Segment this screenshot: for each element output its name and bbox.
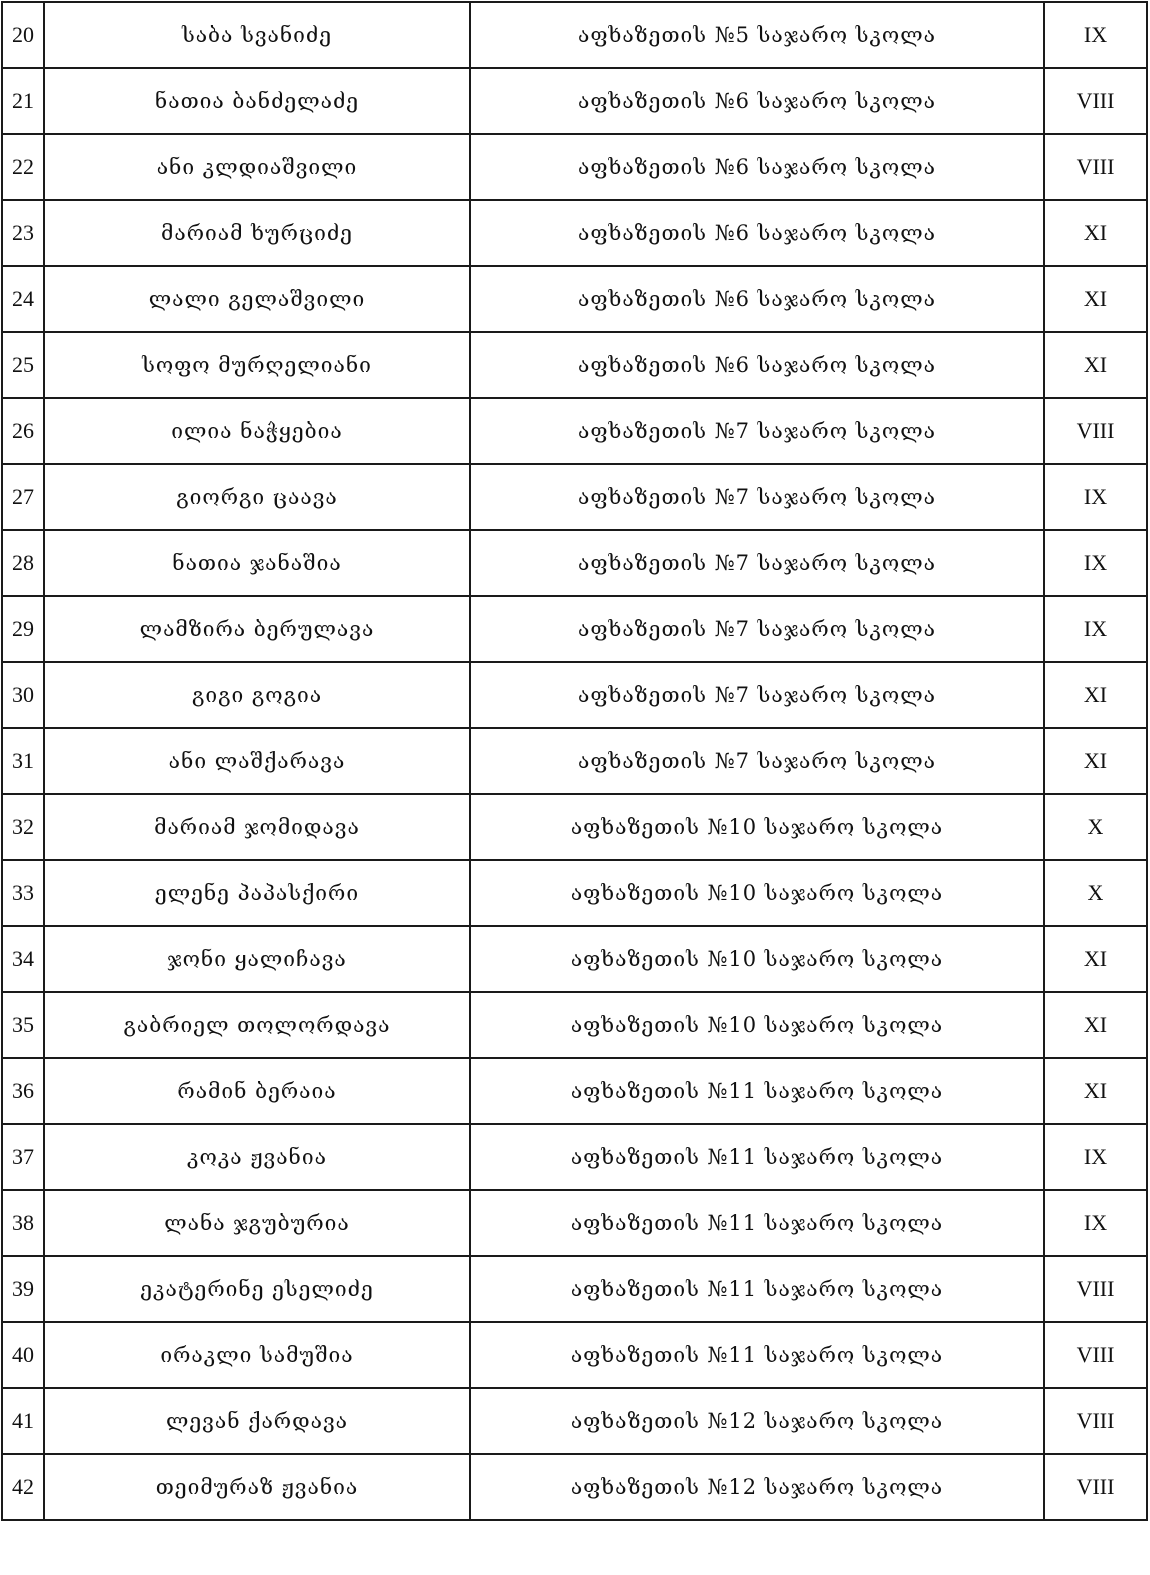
grade-cell: VIII (1044, 1256, 1147, 1322)
table-row (2, 794, 1147, 860)
grade-cell: VIII (1044, 1454, 1147, 1520)
grade-cell: VIII (1044, 1388, 1147, 1454)
grade-cell: VIII (1044, 68, 1147, 134)
grade-cell: X (1044, 860, 1147, 926)
table-row (2, 266, 1147, 332)
grade-cell: XI (1044, 728, 1147, 794)
table-row (2, 530, 1147, 596)
row-number-cell: 34 (2, 926, 44, 992)
grade-cell: XI (1044, 332, 1147, 398)
student-name-cell: გიგი გოგია (44, 662, 470, 728)
student-name-cell: ელენე პაპასქირი (44, 860, 470, 926)
row-number-cell: 28 (2, 530, 44, 596)
student-name-cell: ლალი გელაშვილი (44, 266, 470, 332)
student-name-cell: ლევან ქარდავა (44, 1388, 470, 1454)
school-cell: აფხაზეთის №6 საჯარო სკოლა (470, 332, 1044, 398)
row-number-cell: 24 (2, 266, 44, 332)
row-number-cell: 25 (2, 332, 44, 398)
school-cell: აფხაზეთის №11 საჯარო სკოლა (470, 1124, 1044, 1190)
grade-cell: IX (1044, 1124, 1147, 1190)
school-cell: აფხაზეთის №7 საჯარო სკოლა (470, 398, 1044, 464)
grade-cell: VIII (1044, 1322, 1147, 1388)
student-name-cell: სოფო მურღელიანი (44, 332, 470, 398)
school-cell: აფხაზეთის №6 საჯარო სკოლა (470, 68, 1044, 134)
row-number-cell: 32 (2, 794, 44, 860)
row-number-cell: 31 (2, 728, 44, 794)
school-cell: აფხაზეთის №10 საჯარო სკოლა (470, 926, 1044, 992)
table-row (2, 1124, 1147, 1190)
student-name-cell: ანი ლაშქარავა (44, 728, 470, 794)
grade-cell: XI (1044, 200, 1147, 266)
school-cell: აფხაზეთის №11 საჯარო სკოლა (470, 1322, 1044, 1388)
row-number-cell: 38 (2, 1190, 44, 1256)
student-name-cell: ჯონი ყალიჩავა (44, 926, 470, 992)
school-cell: აფხაზეთის №10 საჯარო სკოლა (470, 992, 1044, 1058)
student-name-cell: გაბრიელ თოლორდავა (44, 992, 470, 1058)
school-cell: აფხაზეთის №11 საჯარო სკოლა (470, 1058, 1044, 1124)
school-cell: აფხაზეთის №6 საჯარო სკოლა (470, 200, 1044, 266)
table-row (2, 332, 1147, 398)
school-cell: აფხაზეთის №7 საჯარო სკოლა (470, 662, 1044, 728)
participants-table (1, 1, 1148, 1521)
student-name-cell: ირაკლი სამუშია (44, 1322, 470, 1388)
student-name-cell: ნათია ჯანაშია (44, 530, 470, 596)
grade-cell: XI (1044, 662, 1147, 728)
table-row (2, 1190, 1147, 1256)
row-number-cell: 35 (2, 992, 44, 1058)
table-row (2, 662, 1147, 728)
row-number-cell: 23 (2, 200, 44, 266)
grade-cell: XI (1044, 266, 1147, 332)
table-row (2, 134, 1147, 200)
grade-cell: XI (1044, 1058, 1147, 1124)
grade-cell: XI (1044, 992, 1147, 1058)
row-number-cell: 41 (2, 1388, 44, 1454)
grade-cell: VIII (1044, 134, 1147, 200)
table-row (2, 992, 1147, 1058)
table-row (2, 1256, 1147, 1322)
grade-cell: IX (1044, 1190, 1147, 1256)
row-number-cell: 27 (2, 464, 44, 530)
row-number-cell: 42 (2, 1454, 44, 1520)
school-cell: აფხაზეთის №7 საჯარო სკოლა (470, 530, 1044, 596)
table-row (2, 596, 1147, 662)
grade-cell: IX (1044, 596, 1147, 662)
table-row (2, 860, 1147, 926)
student-name-cell: მარიამ ჯომიდავა (44, 794, 470, 860)
school-cell: აფხაზეთის №7 საჯარო სკოლა (470, 596, 1044, 662)
row-number-cell: 37 (2, 1124, 44, 1190)
grade-cell: X (1044, 794, 1147, 860)
table-row (2, 1454, 1147, 1520)
school-cell: აფხაზეთის №10 საჯარო სკოლა (470, 794, 1044, 860)
student-name-cell: კოკა ჟვანია (44, 1124, 470, 1190)
table-row (2, 1388, 1147, 1454)
student-name-cell: რამინ ბერაია (44, 1058, 470, 1124)
table-row (2, 68, 1147, 134)
row-number-cell: 33 (2, 860, 44, 926)
row-number-cell: 26 (2, 398, 44, 464)
row-number-cell: 39 (2, 1256, 44, 1322)
table-row (2, 1058, 1147, 1124)
student-name-cell: ლანა ჯგუბურია (44, 1190, 470, 1256)
school-cell: აფხაზეთის №5 საჯარო სკოლა (470, 2, 1044, 68)
row-number-cell: 30 (2, 662, 44, 728)
grade-cell: XI (1044, 926, 1147, 992)
row-number-cell: 36 (2, 1058, 44, 1124)
table-row (2, 1322, 1147, 1388)
row-number-cell: 22 (2, 134, 44, 200)
student-name-cell: ანი კლდიაშვილი (44, 134, 470, 200)
school-cell: აფხაზეთის №6 საჯარო სკოლა (470, 134, 1044, 200)
school-cell: აფხაზეთის №12 საჯარო სკოლა (470, 1388, 1044, 1454)
table-row (2, 728, 1147, 794)
student-name-cell: მარიამ ხურციძე (44, 200, 470, 266)
student-name-cell: ილია ნაჭყებია (44, 398, 470, 464)
row-number-cell: 40 (2, 1322, 44, 1388)
student-name-cell: თეიმურაზ ჟვანია (44, 1454, 470, 1520)
school-cell: აფხაზეთის №6 საჯარო სკოლა (470, 266, 1044, 332)
school-cell: აფხაზეთის №7 საჯარო სკოლა (470, 728, 1044, 794)
row-number-cell: 29 (2, 596, 44, 662)
school-cell: აფხაზეთის №7 საჯარო სკოლა (470, 464, 1044, 530)
participants-table-body (2, 2, 1147, 1520)
row-number-cell: 21 (2, 68, 44, 134)
school-cell: აფხაზეთის №10 საჯარო სკოლა (470, 860, 1044, 926)
school-cell: აფხაზეთის №11 საჯარო სკოლა (470, 1256, 1044, 1322)
school-cell: აფხაზეთის №11 საჯარო სკოლა (470, 1190, 1044, 1256)
table-row (2, 200, 1147, 266)
student-name-cell: ლამზირა ბერულავა (44, 596, 470, 662)
student-name-cell: ნათია ბანძელაძე (44, 68, 470, 134)
grade-cell: IX (1044, 530, 1147, 596)
table-row (2, 398, 1147, 464)
school-cell: აფხაზეთის №12 საჯარო სკოლა (470, 1454, 1044, 1520)
student-name-cell: ეკატერინე ესელიძე (44, 1256, 470, 1322)
table-row (2, 2, 1147, 68)
grade-cell: IX (1044, 2, 1147, 68)
row-number-cell: 20 (2, 2, 44, 68)
student-name-cell: საბა სვანიძე (44, 2, 470, 68)
table-row (2, 926, 1147, 992)
table-row (2, 464, 1147, 530)
grade-cell: IX (1044, 464, 1147, 530)
grade-cell: VIII (1044, 398, 1147, 464)
student-name-cell: გიორგი ცაავა (44, 464, 470, 530)
